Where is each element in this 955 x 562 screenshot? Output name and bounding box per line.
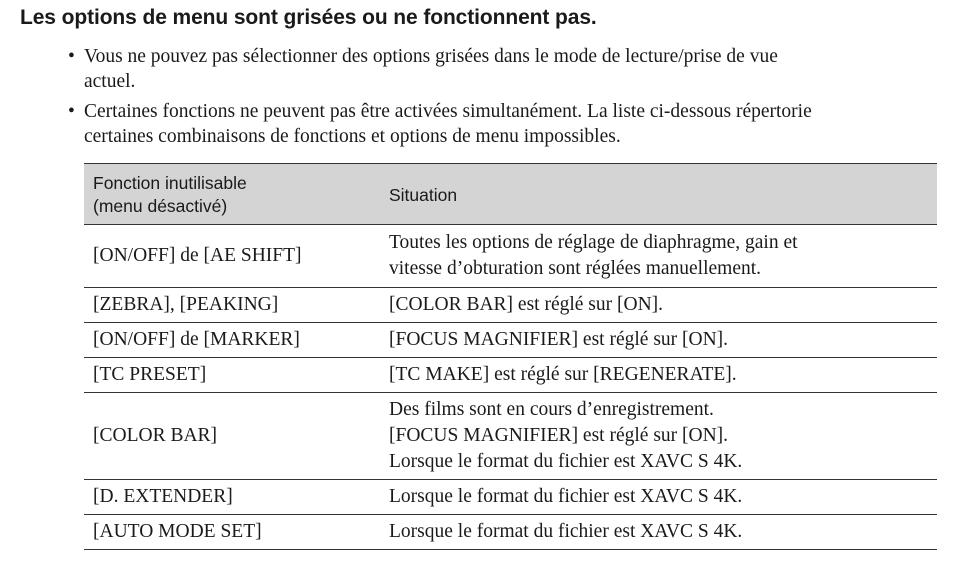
bullet-dot-icon: • — [68, 46, 75, 67]
situation-line: vitesse d’obturation sont réglées manuellement. — [389, 258, 762, 279]
situation-line: [COLOR BAR] est réglé sur [ON]. — [389, 294, 664, 315]
situation-cell — [380, 288, 937, 323]
function-cell: [ON/OFF] de [MARKER] — [84, 323, 380, 358]
situation-cell — [380, 480, 937, 515]
situation-line: [FOCUS MAGNIFIER] est réglé sur [ON]. — [389, 425, 729, 446]
situation-cell — [380, 358, 937, 393]
function-cell: [D. EXTENDER] — [84, 480, 380, 515]
incompatibility-table — [84, 163, 937, 550]
header-function-line: (menu désactivé) — [93, 196, 228, 216]
bullet-list — [68, 44, 940, 154]
table-row — [84, 515, 937, 550]
header-function — [84, 164, 380, 225]
situation-cell — [380, 515, 937, 550]
function-cell: [ON/OFF] de [AE SHIFT] — [84, 225, 380, 288]
table-row — [84, 393, 937, 480]
situation-line: [FOCUS MAGNIFIER] est réglé sur [ON]. — [389, 329, 729, 350]
table-row — [84, 480, 937, 515]
header-situation: Situation — [380, 164, 937, 225]
bullet-text-line: actuel. — [84, 71, 136, 92]
function-cell: [AUTO MODE SET] — [84, 515, 380, 550]
situation-cell — [380, 323, 937, 358]
situation-line: [TC MAKE] est réglé sur [REGENERATE]. — [389, 364, 737, 385]
bullet-text-line: certaines combinaisons de fonctions et options de menu impossibles. — [84, 126, 621, 147]
table-row — [84, 288, 937, 323]
situation-line: Des films sont en cours d’enregistrement. — [389, 399, 714, 420]
function-cell: [ZEBRA], [PEAKING] — [84, 288, 380, 323]
situation-line: Lorsque le format du fichier est XAVC S 4K. — [389, 521, 743, 542]
bullet-text-line: Certaines fonctions ne peuvent pas être activées simultanément. La liste ci-dessous répertorie — [84, 101, 812, 122]
table-header-row — [84, 164, 937, 225]
situation-cell — [380, 225, 937, 288]
bullet-dot-icon: • — [68, 101, 75, 122]
situation-cell — [380, 393, 937, 480]
table-row — [84, 225, 937, 288]
situation-line: Toutes les options de réglage de diaphragme, gain et — [389, 232, 798, 253]
function-cell: [COLOR BAR] — [84, 393, 380, 480]
bullet-text-line: Vous ne pouvez pas sélectionner des options grisées dans le mode de lecture/prise de vue — [84, 46, 778, 67]
bullet-item — [68, 99, 940, 149]
function-cell: [TC PRESET] — [84, 358, 380, 393]
table-row — [84, 323, 937, 358]
situation-line: Lorsque le format du fichier est XAVC S 4K. — [389, 486, 743, 507]
header-function-line: Fonction inutilisable — [93, 173, 247, 193]
bullet-item — [68, 44, 940, 94]
section-heading: Les options de menu sont grisées ou ne fonctionnent pas. — [20, 6, 597, 29]
table-row — [84, 358, 937, 393]
situation-line: Lorsque le format du fichier est XAVC S 4K. — [389, 451, 743, 472]
